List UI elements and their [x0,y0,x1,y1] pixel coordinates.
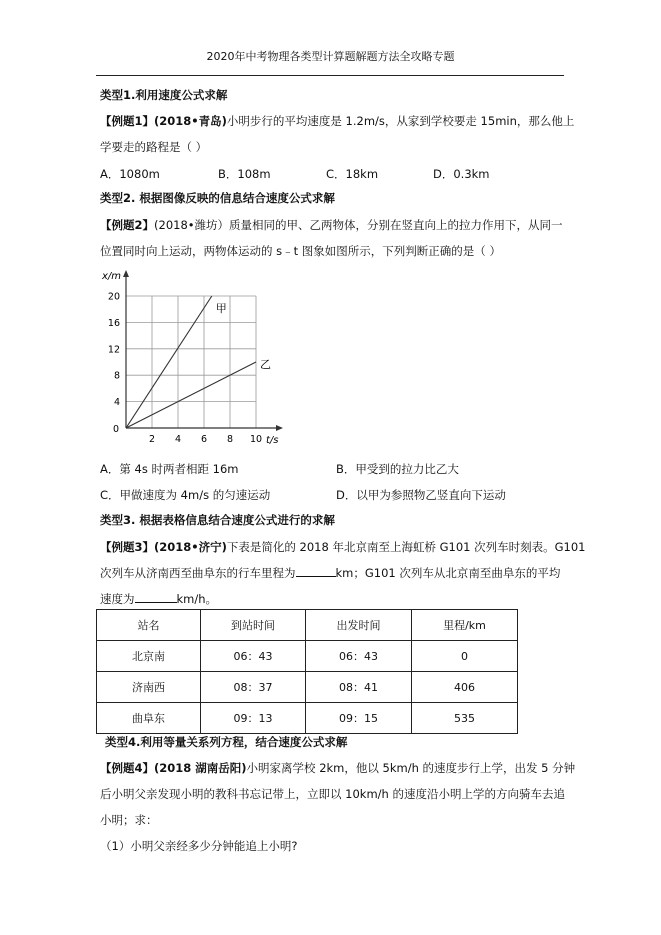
x-tick-label: 10 [249,434,263,445]
series-label-yi: 乙 [260,358,271,371]
table-header-row [97,610,518,641]
type4-source: (2018 湖南岳阳) [154,761,247,775]
table-cell: 08：37 [201,672,306,703]
y-tick-label: 8 [113,370,120,382]
x-axis-arrow [276,425,283,431]
type4-heading: 类型4.利用等量关系列方程，结合速度公式求解 [105,735,348,749]
type2-option-a: A．第 4s 时两者相距 16m [100,462,239,476]
type1-question-line1 [100,113,574,129]
table-cell: 406 [412,672,518,703]
type3-tag: 【例题3】 [100,540,155,554]
table-row [97,672,518,703]
answer-blank-1[interactable] [296,565,336,577]
train-schedule-table [96,609,518,734]
type1-option-c: C．18km [326,167,379,181]
series-label-jia: 甲 [215,302,227,315]
table-cell: 06：43 [201,641,306,672]
type1-tag: 【例题1】 [100,114,155,128]
table-row [97,703,518,734]
type3-question-line1 [100,539,586,555]
table-cell: 09：15 [306,703,412,734]
type2-question-text: (2018•潍坊）质量相同的甲、乙两物体，分别在竖直向上的拉力作用下，从同一 [154,218,563,232]
y-tick-label: 16 [107,317,120,329]
type2-tag: 【例题2】 [100,218,155,232]
x-tick-label: 6 [200,434,208,445]
y-tick-label: 4 [113,397,120,409]
type3-q3-part-a: 速度为 [100,592,135,606]
type2-option-c: C．甲做速度为 4m/s 的匀速运动 [100,488,271,502]
table-header-cell: 里程/km [412,610,518,641]
type1-option-a: A．1080m [100,167,160,181]
series-line-jia [126,296,212,428]
origin-label: 0 [113,424,120,435]
type1-source: (2018•青岛) [154,114,227,128]
type3-q2-part-a: 次列车从济南西至曲阜东的行车里程为 [100,566,296,580]
type1-heading: 类型1.利用速度公式求解 [100,88,228,102]
type4-question-line2: 后小明父亲发现小明的教科书忘记带上，立即以 10km/h 的速度沿小明上学的方向骑车去追 [100,787,565,801]
table-cell: 0 [412,641,518,672]
type3-q2-part-b: km；G101 次列车从北京南至曲阜东的平均 [335,566,561,580]
type2-question-line1 [100,217,563,233]
x-tick-label: 4 [174,434,182,445]
type1-question-text: 小明步行的平均速度是 1.2m/s，从家到学校要走 15min，那么他上 [226,114,575,128]
type1-option-b: B．108m [218,167,271,181]
type4-tag: 【例题4】 [100,761,155,775]
type2-heading: 类型2. 根据图像反映的信息结合速度公式求解 [100,191,335,205]
table-cell: 535 [412,703,518,734]
x-axis-label: t/s [266,435,279,446]
type1-question-line2: 学要走的路程是（ ） [100,140,208,154]
page-header: 2020年中考物理各类型计算题解题方法全攻略专题 [206,50,455,63]
table-header-cell: 站名 [97,610,201,641]
type3-question-line3 [100,591,217,607]
table-row [97,641,518,672]
y-tick-label: 20 [107,291,120,303]
type3-question-line2 [100,565,560,581]
x-tick-label: 2 [148,434,156,445]
y-axis-arrow [123,270,129,277]
type4-sub-question-1: （1）小明父亲经多少分钟能追上小明? [100,839,298,853]
y-tick-label: 12 [107,344,120,356]
series-line-yi [126,362,256,428]
answer-blank-2[interactable] [135,591,177,603]
type2-option-b: B．甲受到的拉力比乙大 [336,462,459,476]
table-cell: 曲阜东 [97,703,201,734]
graph-series [126,296,271,428]
table-cell: 济南西 [97,672,201,703]
type2-question-line2: 位置同时向上运动，两物体运动的 s﹣t 图象如图所示，下列判断正确的是（ ） [100,244,501,258]
table-header-cell: 到站时间 [201,610,306,641]
table-header-cell: 出发时间 [306,610,412,641]
type3-source: (2018•济宁) [154,540,227,554]
table-cell: 北京南 [97,641,201,672]
table-cell: 06：43 [306,641,412,672]
type3-q3-part-b: km/h。 [176,592,218,606]
type3-question-text: 下表是简化的 2018 年北京南至上海虹桥 G101 次列车时刻表。G101 [226,540,586,554]
type4-question-line3: 小明；求： [100,813,158,827]
type1-option-d: D．0.3km [433,167,490,181]
type4-question-line1 [100,760,575,776]
type2-option-d: D．以甲为参照物乙竖直向下运动 [336,488,506,502]
type3-heading: 类型3. 根据表格信息结合速度公式进行的求解 [100,513,335,527]
graph-grid [126,296,256,428]
table-cell: 08：41 [306,672,412,703]
y-axis-label: x/m [102,271,122,282]
graph-ticks [108,292,262,446]
x-tick-label: 8 [226,434,234,445]
table-cell: 09：13 [201,703,306,734]
graph-axes [123,270,283,431]
type4-question-text: 小明家离学校 2km，他以 5km/h 的速度步行上学，出发 5 分钟 [246,761,576,775]
header-rule [96,75,564,76]
st-graph [100,267,290,452]
